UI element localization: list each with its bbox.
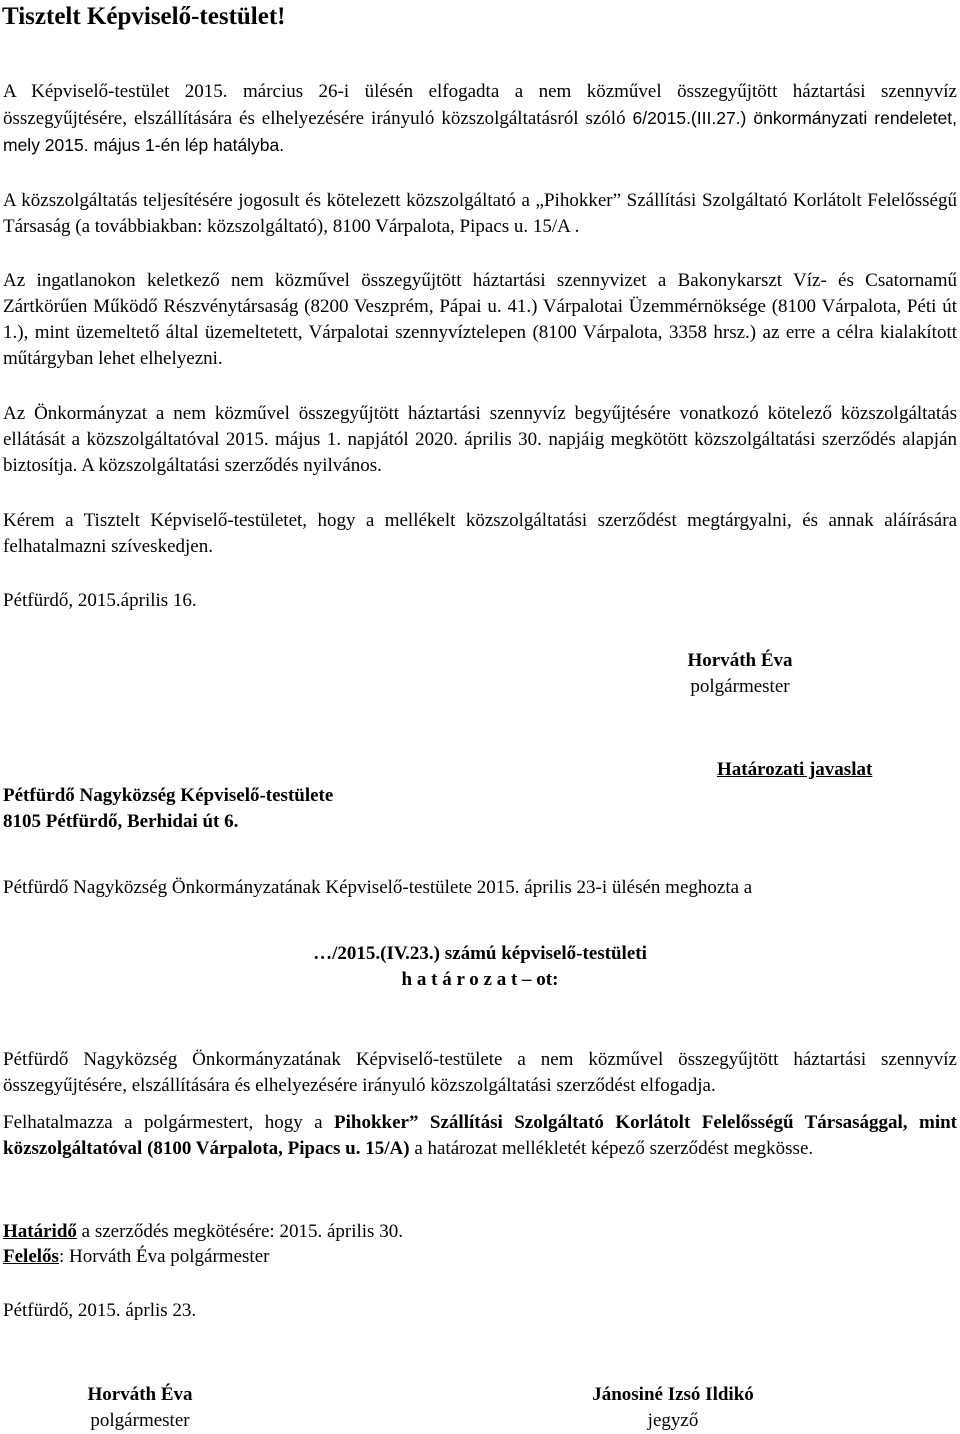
paragraph-disposal: Az ingatlanokon keletkező nem közművel összegyűjtött háztartási szennyvizet a Bakonykarszt Víz- és Csatornamű Zártkörűen Működő Részvénytársaság (8200 Veszprém, Pápai u. 41.) Várpalotai Üzemmérnöksége (8100 Várpalota, Péti út 1.), mint üzemeltető által üzemeltetett, Várpalotai szennyvíztelepen (8100 Várpalota, 3358 hrsz.) az erre a célra kialakított műtárgyban lehet elhelyezni. [3,270,957,369]
resolution-number: …/2015.(IV.23.) számú képviselő-testületi [313,943,647,964]
resolution-word: h a t á r o z a t – ot: [401,969,559,990]
addressee-name: Pétfürdő Nagyközség Képviselő-testülete [3,785,334,806]
signature-left-name: Horváth Éva [87,1384,193,1405]
addressee-block [3,783,333,835]
signature-left-role: polgármester [90,1410,190,1431]
paragraph-provider: A közszolgáltatás teljesítésére jogosult és kötelezett közszolgáltató a „Pihokker” Szállítási Szolgáltató Korlátolt Felelősségű Társaság (a továbbiakban: közszolgáltató), 8100 Várpalota, Pipacs u. 15/A . [3,190,957,237]
paragraph-intro-text: A Képviselő-testület 2015. március 26-i ülésén elfogadta a nem közművel összegyűjtött háztartási szennyvíz összegyűjtésére, elszállítására és elhelyezésére irányuló közszolgáltatásról szóló [3,81,957,129]
resolution-intro: Pétfürdő Nagyközség Önkormányzatának Képviselő-testülete 2015. április 23-i ülésén meghozta a [3,877,753,898]
signer-name: Horváth Éva [687,650,793,671]
resolution-heading [270,941,690,993]
signer-role: polgármester [690,676,790,697]
signature-left [40,1382,240,1434]
resolution-point-1: Pétfürdő Nagyközség Önkormányzatának Képviselő-testülete a nem közművel összegyűjtött háztartási szennyvíz összegyűjtésére, elszállítására és elhelyezésére irányuló közszolgáltatási szerződést elfogadja. [3,1049,957,1096]
paragraph-request: Kérem a Tisztelt Képviselő-testületet, hogy a mellékelt közszolgáltatási szerződést megtárgyalni, és annak aláírására felhatalmazni szíveskedjen. [3,510,957,557]
responsible-value: : Horváth Éva polgármester [58,1246,270,1267]
date-line-1: Pétfürdő, 2015.április 16. [3,590,197,611]
regulation-reference: 6/2015.(III.27.) önkormányzati rendeletet, mely 2015. május 1-én lép hatályba. [3,108,958,155]
addressee-address: 8105 Pétfürdő, Berhidai út 6. [3,811,239,832]
paragraph-intro [3,79,957,159]
page-heading: Tisztelt Képviselő-testület! [2,3,286,30]
signature-right-role: jegyző [647,1410,699,1431]
deadline-value: a szerződés megkötésére: 2015. április 30. [76,1221,403,1242]
deadline-line [3,1219,403,1245]
signature-block-mayor [640,648,840,700]
responsible-line [3,1244,269,1270]
deadline-label: Határidő [3,1221,77,1242]
proposal-title: Határozati javaslat [717,759,873,780]
date-line-2: Pétfürdő, 2015. áprlis 23. [3,1300,197,1321]
resolution-point-2-start: Felhatalmazza a polgármestert, hogy a [3,1112,335,1133]
resolution-point-2-end: a határozat mellékletét képező szerződést megkösse. [409,1138,814,1159]
signature-right-name: Jánosiné Izsó Ildikó [592,1384,754,1405]
signature-right [553,1382,793,1434]
responsible-label: Felelős [3,1246,59,1267]
provider-name-bold: Pihokker” Szállítási Szolgáltató Korlátolt Felelősségű Társasággal, mint közszolgáltatóval (8100 Várpalota, Pipacs u. 15/A) [3,1112,957,1159]
paragraph-contract: Az Önkormányzat a nem közművel összegyűjtött háztartási szennyvíz begyűjtésére vonatkozó kötelező közszolgáltatás ellátását a közszolgáltatóval 2015. május 1. napjától 2020. április 30. napjáig megkötött közszolgáltatási szerződés alapján biztosítja. A közszolgáltatási szerződés nyilvános. [3,403,957,476]
resolution-point-2 [3,1110,957,1162]
